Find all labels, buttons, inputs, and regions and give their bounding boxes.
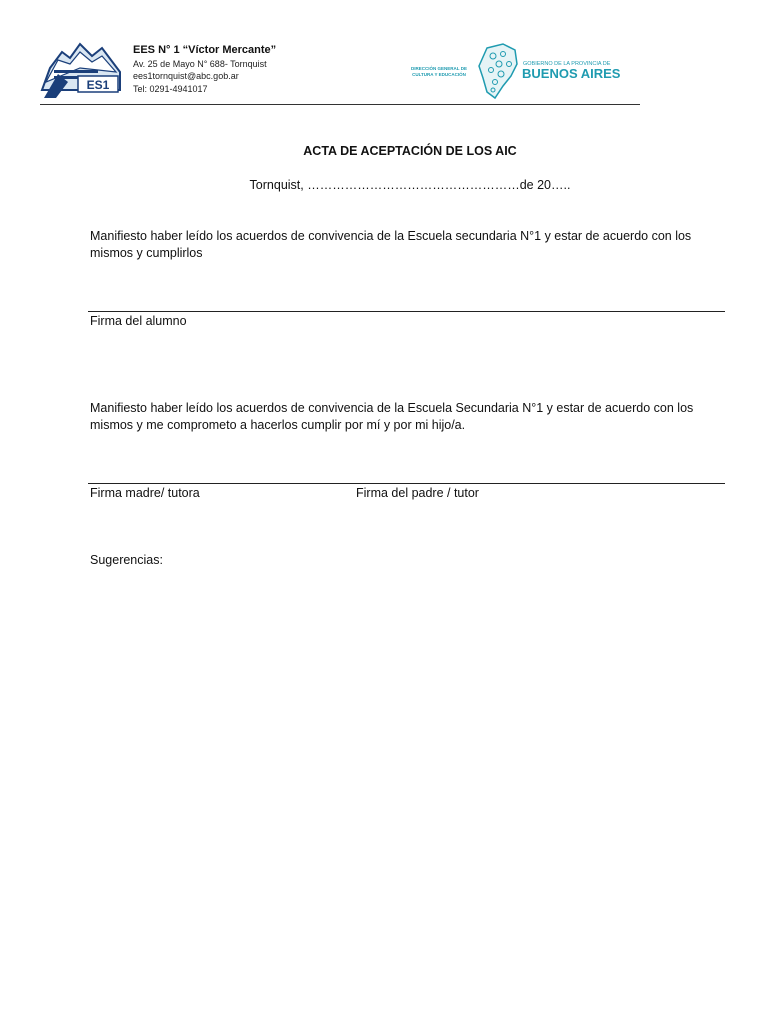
school-logo <box>40 38 122 100</box>
father-signature-label: Firma del padre / tutor <box>356 486 479 500</box>
school-name: EES N° 1 “Víctor Mercante” <box>133 44 277 56</box>
school-phone: Tel: 0291-4941017 <box>133 84 208 94</box>
parent-signature-line[interactable] <box>88 483 725 484</box>
date-line: Tornquist, ……………………………………………de 20….. <box>249 178 571 192</box>
province-map-icon <box>479 44 517 98</box>
gov-logo-left-line1: DIRECCIÓN GENERAL DE <box>411 66 467 71</box>
header-divider <box>40 104 640 105</box>
school-logo-text: ES1 <box>86 78 110 92</box>
mother-signature-label: Firma madre/ tutora <box>90 486 200 500</box>
government-logo <box>405 42 627 100</box>
student-signature-line[interactable] <box>88 311 725 312</box>
student-signature-label: Firma del alumno <box>90 314 187 328</box>
parent-statement: Manifiesto haber leído los acuerdos de convivencia de la Escuela Secundaria N°1 y estar de acuerdo con los mismos y me comprometo a hacerlos cumplir por mí y por mi hijo/a. <box>90 401 694 432</box>
school-address: Av. 25 de Mayo N° 688- Tornquist <box>133 59 267 69</box>
document-title: ACTA DE ACEPTACIÓN DE LOS AIC <box>303 144 517 158</box>
gov-logo-right-line1: GOBIERNO DE LA PROVINCIA DE <box>523 61 611 67</box>
gov-logo-left-line2: CULTURA Y EDUCACIÓN <box>412 72 466 77</box>
suggestions-label: Sugerencias: <box>90 553 163 567</box>
gov-logo-right-line2: BUENOS AIRES <box>522 66 621 81</box>
student-statement: Manifiesto haber leído los acuerdos de convivencia de la Escuela secundaria N°1 y estar de acuerdo con los mismos y cumplirlos <box>90 229 692 260</box>
school-email: ees1tornquist@abc.gob.ar <box>133 71 239 81</box>
